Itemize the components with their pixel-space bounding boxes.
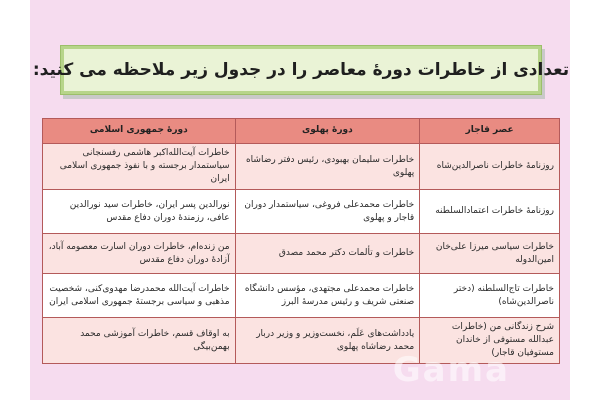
table-row	[43, 190, 560, 234]
table-cell: روزنامهٔ خاطرات اعتمادالسلطنه	[420, 190, 560, 234]
slide-title: تعدادی از خاطرات دورهٔ معاصر را در جدول زیر ملاحظه می کنید:	[32, 60, 570, 80]
header-pahlavi: دورهٔ پهلوی	[235, 119, 420, 144]
table-cell: نورالدین پسر ایران، خاطرات سید نورالدین عافی، رزمندهٔ دوران دفاع مقدس	[43, 190, 236, 234]
table-cell: خاطرات آیت‌الله‌اکبر هاشمی رفسنجانی سیاستمدار برجسته و با نفوذ جمهوری اسلامی ایران	[43, 144, 236, 190]
table-row	[43, 144, 560, 190]
watermark-logo: Gama	[392, 350, 510, 390]
table-cell: خاطرات سلیمان بهبودی، رئیس دفتر رضاشاه پهلوی	[235, 144, 420, 190]
table-cell: خاطرات محمدعلی مجتهدی، مؤسس دانشگاه صنعتی شریف و رئیس مدرسهٔ البرز	[235, 274, 420, 318]
header-islamic-republic: دورهٔ جمهوری اسلامی	[43, 119, 236, 144]
table-cell: شرح زندگانی من (خاطرات عبدالله مستوفی از خاندان مستوفیان قاجار)	[420, 318, 560, 364]
table-cell: خاطرات آیت‌الله محمدرضا مهدوی‌کنی، شخصیت مذهبی و سیاسی برجستهٔ جمهوری اسلامی ایران	[43, 274, 236, 318]
table-header-row	[43, 119, 560, 144]
table-cell: به اوقاف قسم، خاطرات آموزشی محمد بهمن‌بیگی	[43, 318, 236, 364]
title-box	[32, 45, 570, 95]
table-cell: یادداشت‌های عَلَم، نخست‌وزیر و وزیر دربار محمد رضاشاه پهلوی	[235, 318, 420, 364]
table-cell: روزنامهٔ خاطرات ناصرالدین‌شاه	[420, 144, 560, 190]
table-cell: خاطرات سیاسی میرزا علی‌خان امین‌الدوله	[420, 234, 560, 274]
table-cell: من زنده‌ام، خاطرات دوران اسارت معصومه آباد، آزادهٔ دوران دفاع مقدس	[43, 234, 236, 274]
table-row	[43, 274, 560, 318]
table-cell: خاطرات و تألمات دکتر محمد مصدق	[235, 234, 420, 274]
memoirs-table	[42, 118, 560, 364]
table-cell: خاطرات تاج‌السلطنه (دختر ناصرالدین‌شاه)	[420, 274, 560, 318]
table-row	[43, 234, 560, 274]
table-cell: خاطرات محمدعلی فروغی، سیاستمدار دوران قاجار و پهلوی	[235, 190, 420, 234]
header-qajar: عصر قاجار	[420, 119, 560, 144]
